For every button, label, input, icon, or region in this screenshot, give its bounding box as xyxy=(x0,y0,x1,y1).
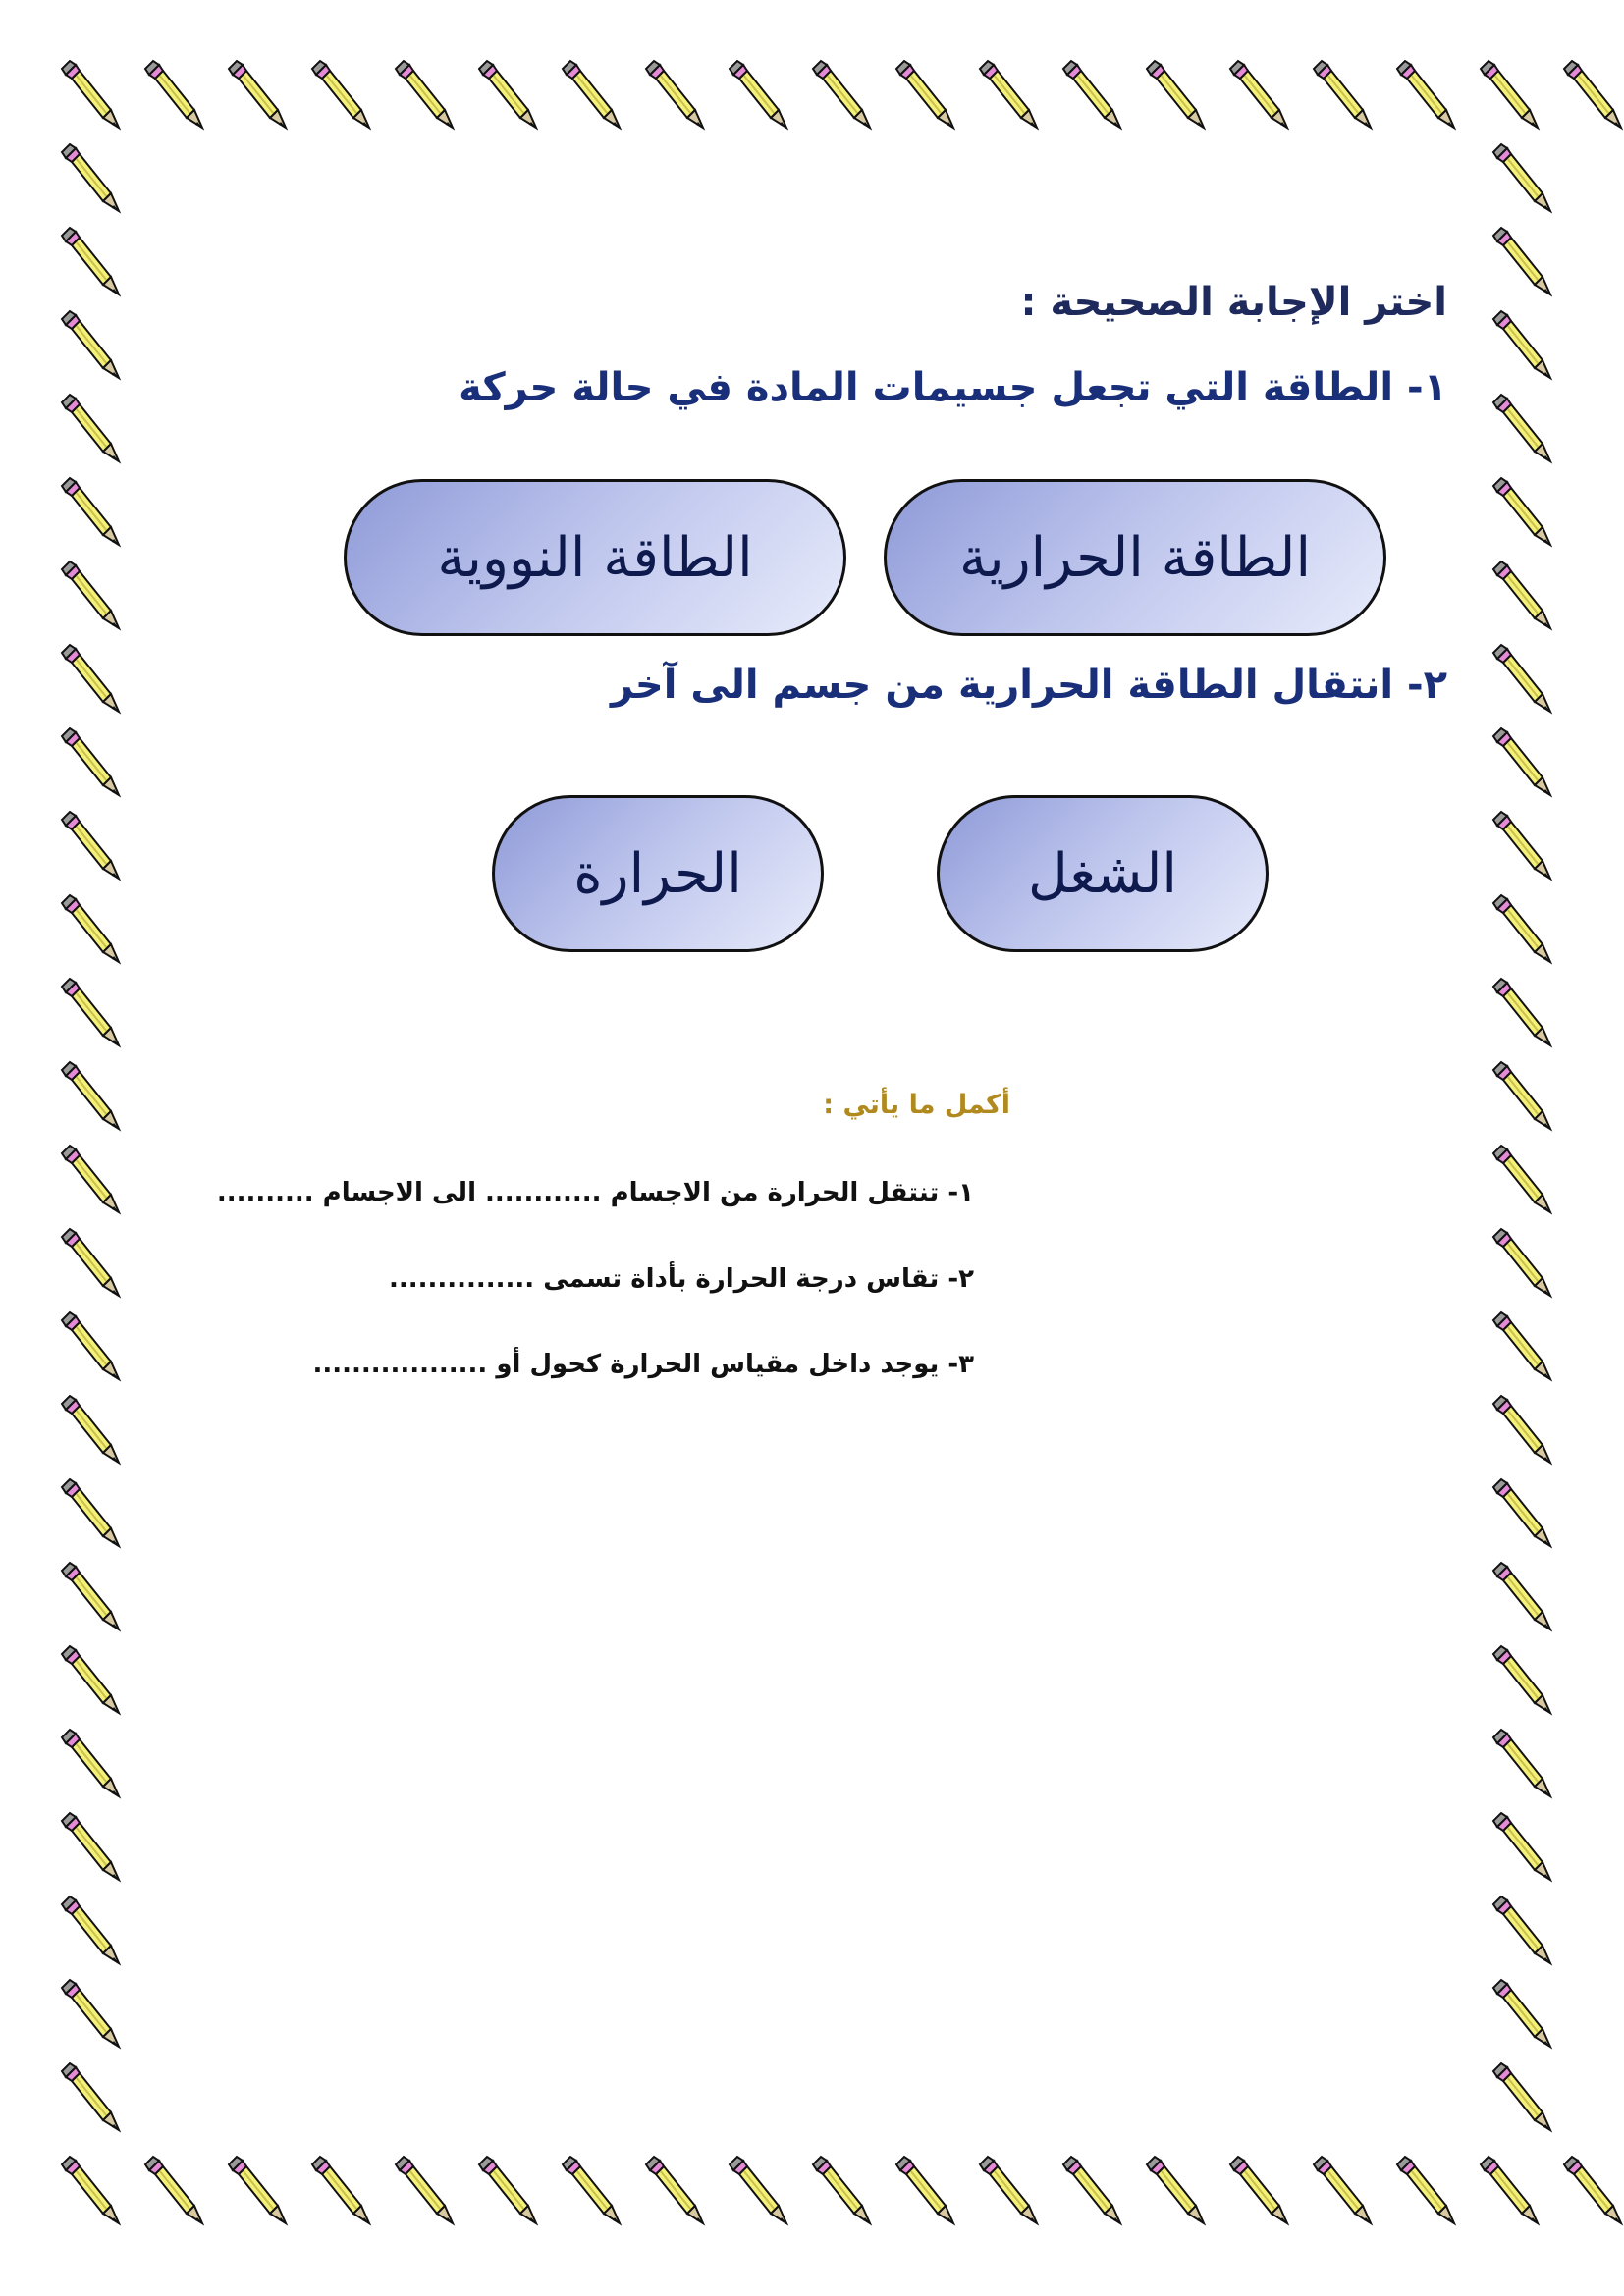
question-1: ١- الطاقة التي تجعل جسيمات المادة في حالة حركة xyxy=(459,365,1447,410)
option-heat[interactable] xyxy=(492,795,824,952)
option-label: الطاقة النووية xyxy=(437,525,753,590)
completion-item-3: ٣- يوجد داخل مقياس الحرارة كحول أو .................. xyxy=(312,1350,974,1379)
completion-title: أكمل ما يأتي : xyxy=(823,1090,1010,1120)
completion-item-1: ١- تنتقل الحرارة من الاجسام ............ الى الاجسام .......... xyxy=(216,1178,974,1207)
question-2: ٢- انتقال الطاقة الحرارية من جسم الى آخر xyxy=(611,663,1447,708)
instruction-title: اختر الإجابة الصحيحة : xyxy=(1020,280,1447,325)
option-nuclear-energy[interactable] xyxy=(344,479,846,636)
option-label: الحرارة xyxy=(573,841,742,906)
option-label: الطاقة الحرارية xyxy=(958,525,1312,590)
option-label: الشغل xyxy=(1027,841,1177,906)
completion-item-2: ٢- تقاس درجة الحرارة بأداة تسمى ............... xyxy=(389,1264,974,1294)
option-thermal-energy[interactable] xyxy=(884,479,1386,636)
option-work[interactable] xyxy=(937,795,1269,952)
